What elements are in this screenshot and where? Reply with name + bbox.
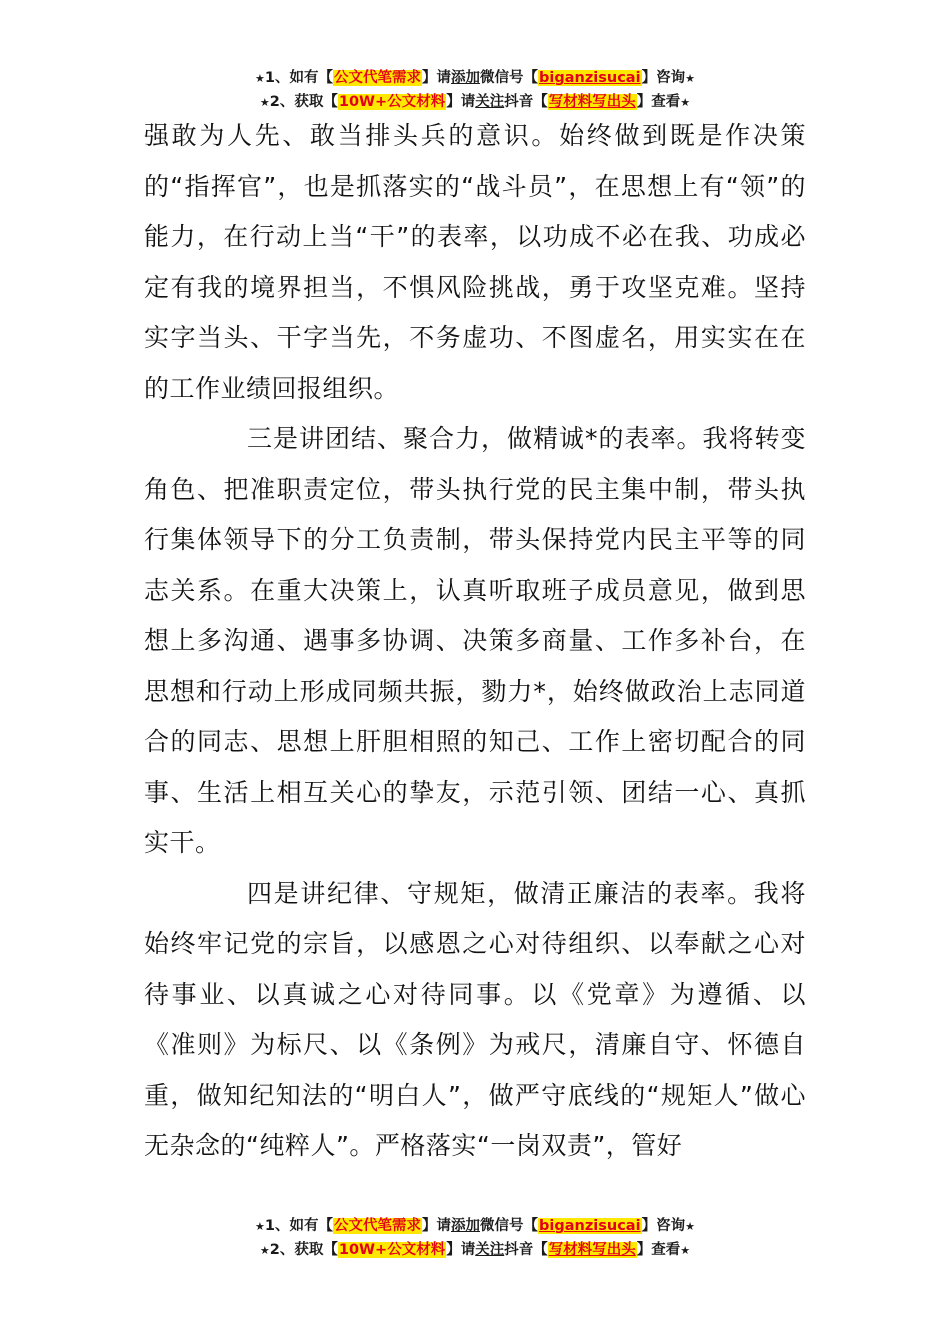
body-paragraph-3: 四是讲纪律、守规矩，做清正廉洁的表率。我将始终牢记党的宗旨，以感恩之心对待组织、以奉献之心对待事业、以真诚之心对待同事。以《党章》为遵循、以《准则》为标尺、以《条例》为戒尺，清廉自守、怀德自重，做知纪知法的“明白人”，做严守底线的“规矩人”做心无杂念的“纯粹人”。严格落实“一岗双责”，管好 [144,878,806,1160]
banner-emphasis: 关注 [475,1242,505,1258]
header-banner-line-1 [0,66,950,90]
body-paragraph-1: 强敢为人先、敢当排头兵的意识。始终做到既是作决策的“指挥官”，也是抓落实的“战斗员”，在思想上有“领”的能力，在行动上当“干”的表率，以功成不必在我、功成必定有我的境界担当，不惧风险挑战，勇于攻坚克难。坚持实字当头、干字当先，不务虚功、不图虚名，用实实在在的工作业绩回报组织。 [144,121,806,403]
banner-text: 】查看 [636,94,681,110]
footer-banner-line-2 [0,1238,950,1262]
banner-highlight-service: 公文代笔需求 [334,1218,422,1234]
star-icon: ★ [255,1220,265,1233]
banner-text: 抖音【 [504,1242,548,1258]
star-icon: ★ [259,96,270,109]
banner-emphasis: 关注 [475,94,505,110]
banner-text: 】请 [422,1218,452,1234]
star-icon: ★ [680,1244,691,1257]
banner-highlight-wechat-id: biganzisucai [539,1218,641,1234]
banner-text: 微信号【 [480,70,539,86]
banner-highlight-materials: 10W+公文材料 [338,1242,446,1258]
banner-text: 】请 [422,70,452,86]
banner-text: 】请 [446,94,476,110]
footer-banner [0,1214,950,1262]
star-icon: ★ [255,72,265,85]
star-icon: ★ [259,1244,270,1257]
star-icon: ★ [685,72,695,85]
banner-text: 2、获取【 [269,94,338,110]
banner-highlight-wechat-id: biganzisucai [539,70,641,86]
banner-text: 抖音【 [504,94,548,110]
banner-text: 2、获取【 [269,1242,338,1258]
banner-emphasis: 添加 [451,70,481,86]
banner-emphasis: 添加 [451,1218,481,1234]
banner-text: 】咨询 [641,70,686,86]
star-icon: ★ [680,96,691,109]
banner-text: 微信号【 [480,1218,539,1234]
document-body [144,111,806,1172]
banner-text: 】请 [446,1242,476,1258]
body-paragraph-2: 三是讲团结、聚合力，做精诚*的表率。我将转变角色、把准职责定位，带头执行党的民主集中制，带头执行集体领导下的分工负责制，带头保持党内民主平等的同志关系。在重大决策上，认真听取班子成员意见，做到思想上多沟通、遇事多协调、决策多商量、工作多补台，在思想和行动上形成同频共振，勠力*，始终做政治上志同道合的同志、思想上肝胆相照的知己、工作上密切配合的同事、生活上相互关心的挚友，示范引领、团结一心、真抓实干。 [144,424,806,857]
banner-text: 1、如有【 [264,1218,334,1234]
banner-text: 1、如有【 [264,70,334,86]
banner-highlight-service: 公文代笔需求 [334,70,422,86]
header-banner [0,66,950,114]
banner-highlight-douyin: 写材料写出头 [548,94,636,110]
banner-highlight-materials: 10W+公文材料 [338,94,446,110]
star-icon: ★ [685,1220,695,1233]
banner-text: 】咨询 [641,1218,686,1234]
banner-highlight-douyin: 写材料写出头 [548,1242,636,1258]
banner-text: 】查看 [636,1242,681,1258]
footer-banner-line-1 [0,1214,950,1238]
